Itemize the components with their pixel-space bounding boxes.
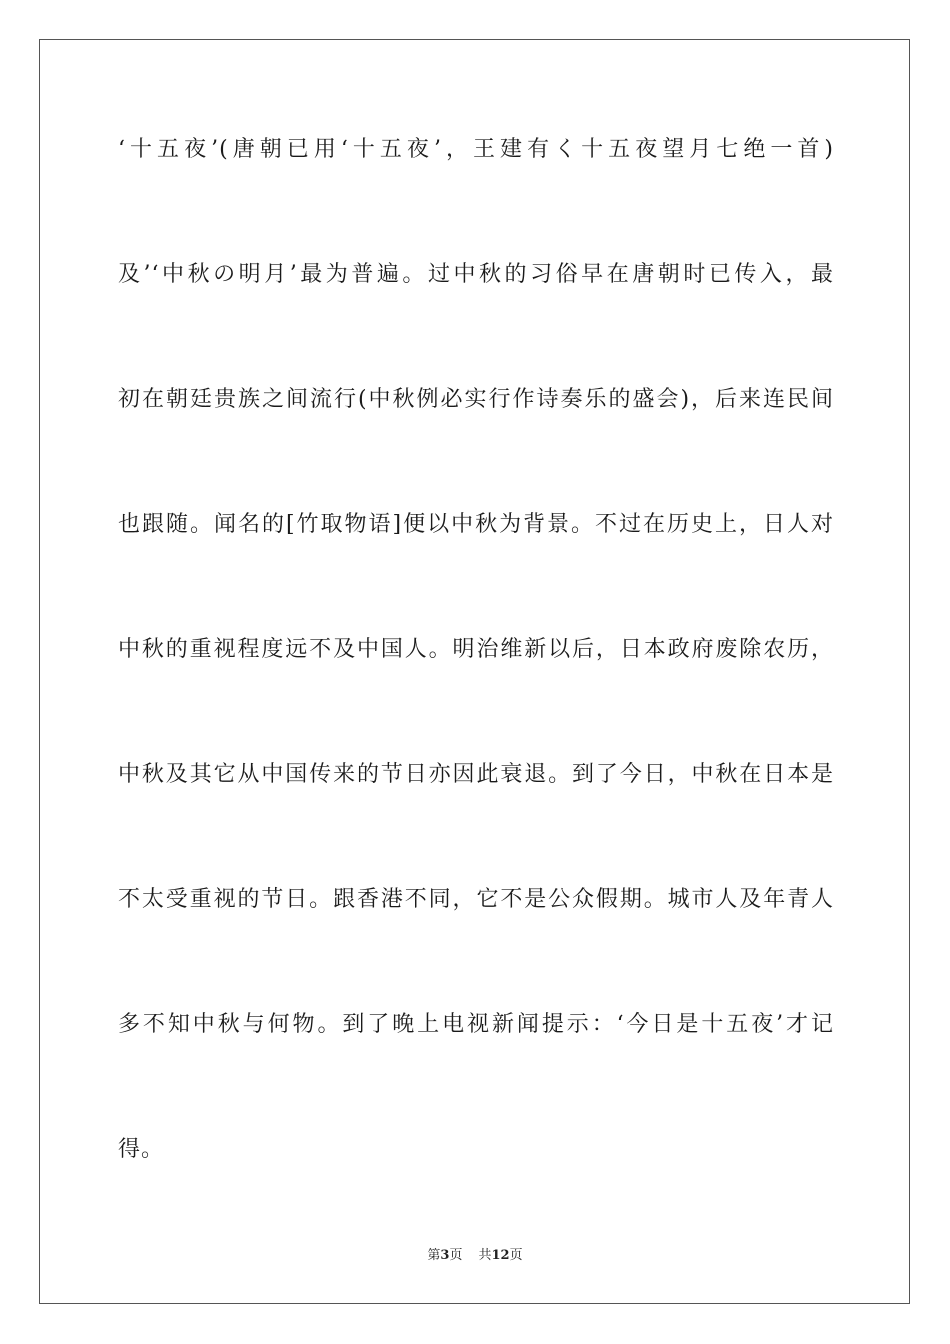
total-label-prefix: 共: [478, 1248, 492, 1263]
paragraph-line-5: 中秋的重视程度远不及中国人。明治维新以后，日本政府废除农历，: [118, 637, 834, 662]
current-page-number: 3: [440, 1248, 450, 1263]
page-footer: [0, 1247, 950, 1265]
page-label-suffix: 页: [449, 1248, 463, 1263]
paragraph-line-6: 中秋及其它从中国传来的节日亦因此衰退。到了今日，中秋在日本是: [118, 762, 834, 787]
paragraph-line-1: ‘十五夜’(唐朝已用‘十五夜’，王建有く十五夜望月七绝一首): [118, 137, 834, 162]
total-label-suffix: 页: [509, 1248, 523, 1263]
page-label-prefix: 第: [427, 1248, 441, 1263]
paragraph-line-4: 也跟随。闻名的[竹取物语]便以中秋为背景。不过在历史上，日人对: [118, 512, 834, 537]
page-border: [39, 39, 910, 1304]
paragraph-line-7: 不太受重视的节日。跟香港不同，它不是公众假期。城市人及年青人: [118, 887, 834, 912]
paragraph-line-2: 及’‘中秋の明月’最为普遍。过中秋的习俗早在唐朝时已传入，最: [118, 262, 834, 287]
paragraph-line-9: 得。: [118, 1137, 165, 1162]
paragraph-line-3: 初在朝廷贵族之间流行(中秋例必实行作诗奏乐的盛会)，后来连民间: [118, 387, 834, 412]
total-page-count: 12: [491, 1248, 510, 1263]
paragraph-line-8: 多不知中秋与何物。到了晚上电视新闻提示：‘今日是十五夜’才记: [118, 1012, 834, 1037]
